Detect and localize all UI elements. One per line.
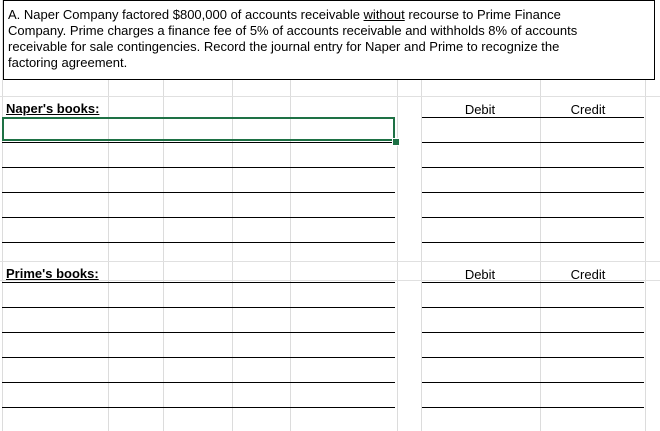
problem-line-2: Company. Prime charges a finance fee of 5% of accounts receivable and withholds 8% of accounts bbox=[8, 23, 578, 38]
naper-debit-header: Debit bbox=[464, 102, 496, 117]
naper-credit-header: Credit bbox=[570, 102, 606, 117]
problem-line-1: A. Naper Company factored $800,000 of accounts receivable without recourse to Prime Finance bbox=[8, 7, 561, 22]
problem-statement[interactable] bbox=[3, 0, 655, 80]
problem-line-3: receivable for sale contingencies. Record the journal entry for Naper and Prime to recognize the bbox=[8, 39, 560, 54]
fill-handle[interactable] bbox=[392, 138, 400, 146]
naper-books-label: Naper's books: bbox=[6, 101, 100, 116]
active-cell[interactable] bbox=[2, 117, 395, 141]
prime-debit-header: Debit bbox=[464, 267, 496, 282]
prime-credit-header: Credit bbox=[570, 267, 606, 282]
problem-line-4: factoring agreement. bbox=[8, 55, 128, 70]
without-emphasis: without bbox=[363, 7, 405, 22]
prime-books-label: Prime's books: bbox=[6, 266, 99, 281]
